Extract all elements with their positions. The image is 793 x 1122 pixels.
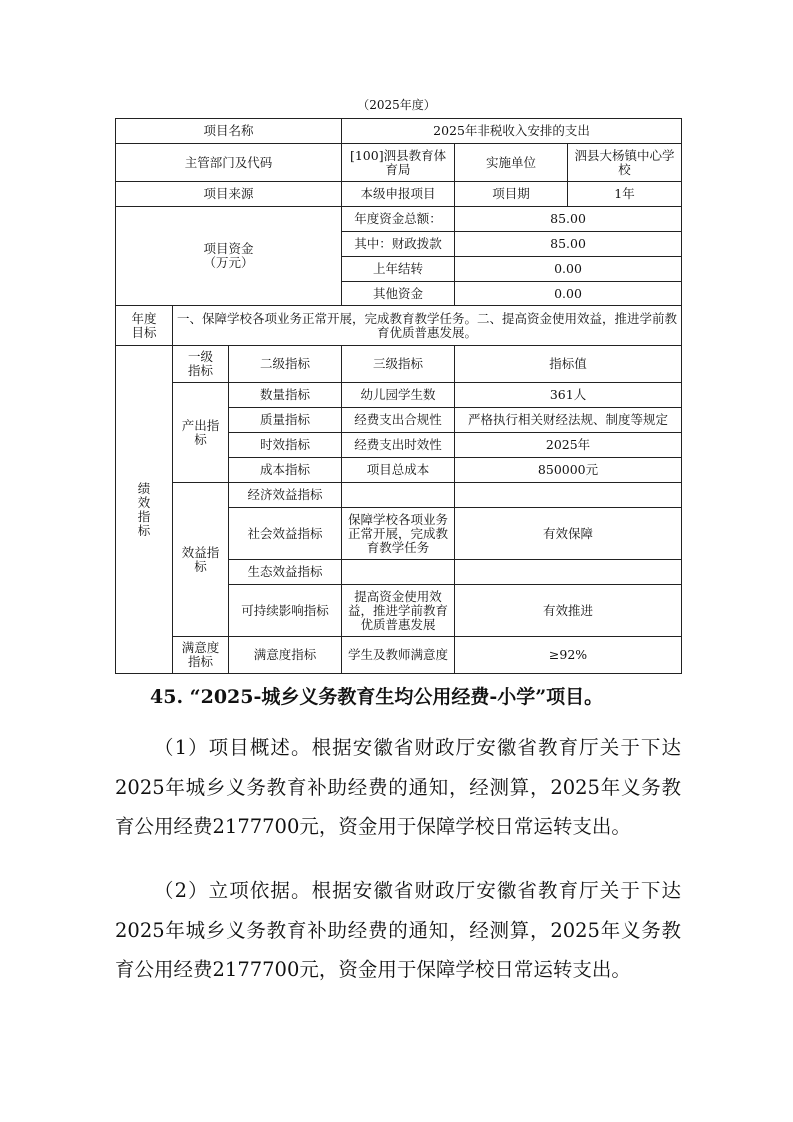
satisfaction-l3: 学生及教师满意度 (342, 637, 455, 674)
fund-carryover-value: 0.00 (455, 257, 682, 282)
period-label: 项目期 (455, 182, 568, 207)
perf-indicator-label: 绩 效 指 标 (116, 346, 173, 674)
fund-fiscal-label: 其中：财政拨款 (342, 232, 455, 257)
header-value: 指标值 (455, 346, 682, 383)
impl-unit-label: 实施单位 (455, 144, 568, 182)
row-source (116, 182, 682, 207)
output-value: 361人 (455, 383, 682, 408)
fund-label: 项目资金 （万元） (116, 207, 342, 306)
benefit-indicator-label: 效益指 标 (173, 483, 229, 637)
fund-total-label: 年度资金总额： (342, 207, 455, 232)
output-l3: 经费支出时效性 (342, 433, 455, 458)
benefit-value (455, 483, 682, 508)
fund-carryover-label: 上年结转 (342, 257, 455, 282)
project-name-label: 项目名称 (116, 119, 342, 144)
row-project-name (116, 119, 682, 144)
header-level2: 二级指标 (229, 346, 342, 383)
row-satisfaction (116, 637, 682, 674)
header-level3: 三级指标 (342, 346, 455, 383)
fund-other-label: 其他资金 (342, 282, 455, 306)
output-value: 850000元 (455, 458, 682, 483)
row-benefit-economic (116, 483, 682, 508)
output-l2: 成本指标 (229, 458, 342, 483)
dept-value: [100]泗县教育体育局 (342, 144, 455, 182)
benefit-l3 (342, 483, 455, 508)
satisfaction-value: ≥92% (455, 637, 682, 674)
benefit-l2: 生态效益指标 (229, 560, 342, 585)
benefit-l3: 保障学校各项业务正常开展，完成教育教学任务 (342, 508, 455, 560)
goal-value: 一、保障学校各项业务正常开展，完成教育教学任务。二、提高资金使用效益，推进学前教育优质普惠发展。 (173, 306, 682, 346)
output-value: 严格执行相关财经法规、制度等规定 (455, 408, 682, 433)
section-title: 45. “2025-城乡义务教育生均公用经费-小学”项目。 (150, 686, 604, 708)
benefit-l2: 可持续影响指标 (229, 585, 342, 637)
benefit-l2: 经济效益指标 (229, 483, 342, 508)
output-indicator-label: 产出指 标 (173, 383, 229, 483)
header-level1: 一级 指标 (173, 346, 229, 383)
paragraph-project-basis: （2）立项依据。根据安徽省财政厅安徽省教育厅关于下达2025年城乡义务教育补助经费的通知，经测算，2025年义务教育公用经费2177700元，资金用于保障学校日常运转支出。 (115, 879, 681, 981)
fund-total-value: 85.00 (455, 207, 682, 232)
period-value: 1年 (568, 182, 682, 207)
benefit-l2: 社会效益指标 (229, 508, 342, 560)
benefit-value: 有效保障 (455, 508, 682, 560)
impl-unit-value: 泗县大杨镇中心学校 (568, 144, 682, 182)
goal-label: 年度 目标 (116, 306, 173, 346)
performance-table (115, 118, 682, 674)
project-name-value: 2025年非税收入安排的支出 (342, 119, 682, 144)
output-value: 2025年 (455, 433, 682, 458)
output-l3: 项目总成本 (342, 458, 455, 483)
output-l3: 幼儿园学生数 (342, 383, 455, 408)
output-l2: 数量指标 (229, 383, 342, 408)
benefit-l3: 提高资金使用效益，推进学前教育优质普惠发展 (342, 585, 455, 637)
row-indicator-header (116, 346, 682, 383)
benefit-l3 (342, 560, 455, 585)
row-department (116, 144, 682, 182)
output-l2: 时效指标 (229, 433, 342, 458)
fund-fiscal-value: 85.00 (455, 232, 682, 257)
row-annual-goal (116, 306, 682, 346)
satisfaction-indicator-label: 满意度 指标 (173, 637, 229, 674)
benefit-value: 有效推进 (455, 585, 682, 637)
row-fund-total (116, 207, 682, 232)
row-output-quantity (116, 383, 682, 408)
fund-other-value: 0.00 (455, 282, 682, 306)
paragraph-project-overview: （1）项目概述。根据安徽省财政厅安徽省教育厅关于下达2025年城乡义务教育补助经费的通知，经测算，2025年义务教育公用经费2177700元，资金用于保障学校日常运转支出。 (115, 736, 681, 838)
output-l3: 经费支出合规性 (342, 408, 455, 433)
dept-label: 主管部门及代码 (116, 144, 342, 182)
satisfaction-l2: 满意度指标 (229, 637, 342, 674)
source-value: 本级申报项目 (342, 182, 455, 207)
benefit-value (455, 560, 682, 585)
output-l2: 质量指标 (229, 408, 342, 433)
year-label: （2025年度） (357, 98, 436, 112)
source-label: 项目来源 (116, 182, 342, 207)
